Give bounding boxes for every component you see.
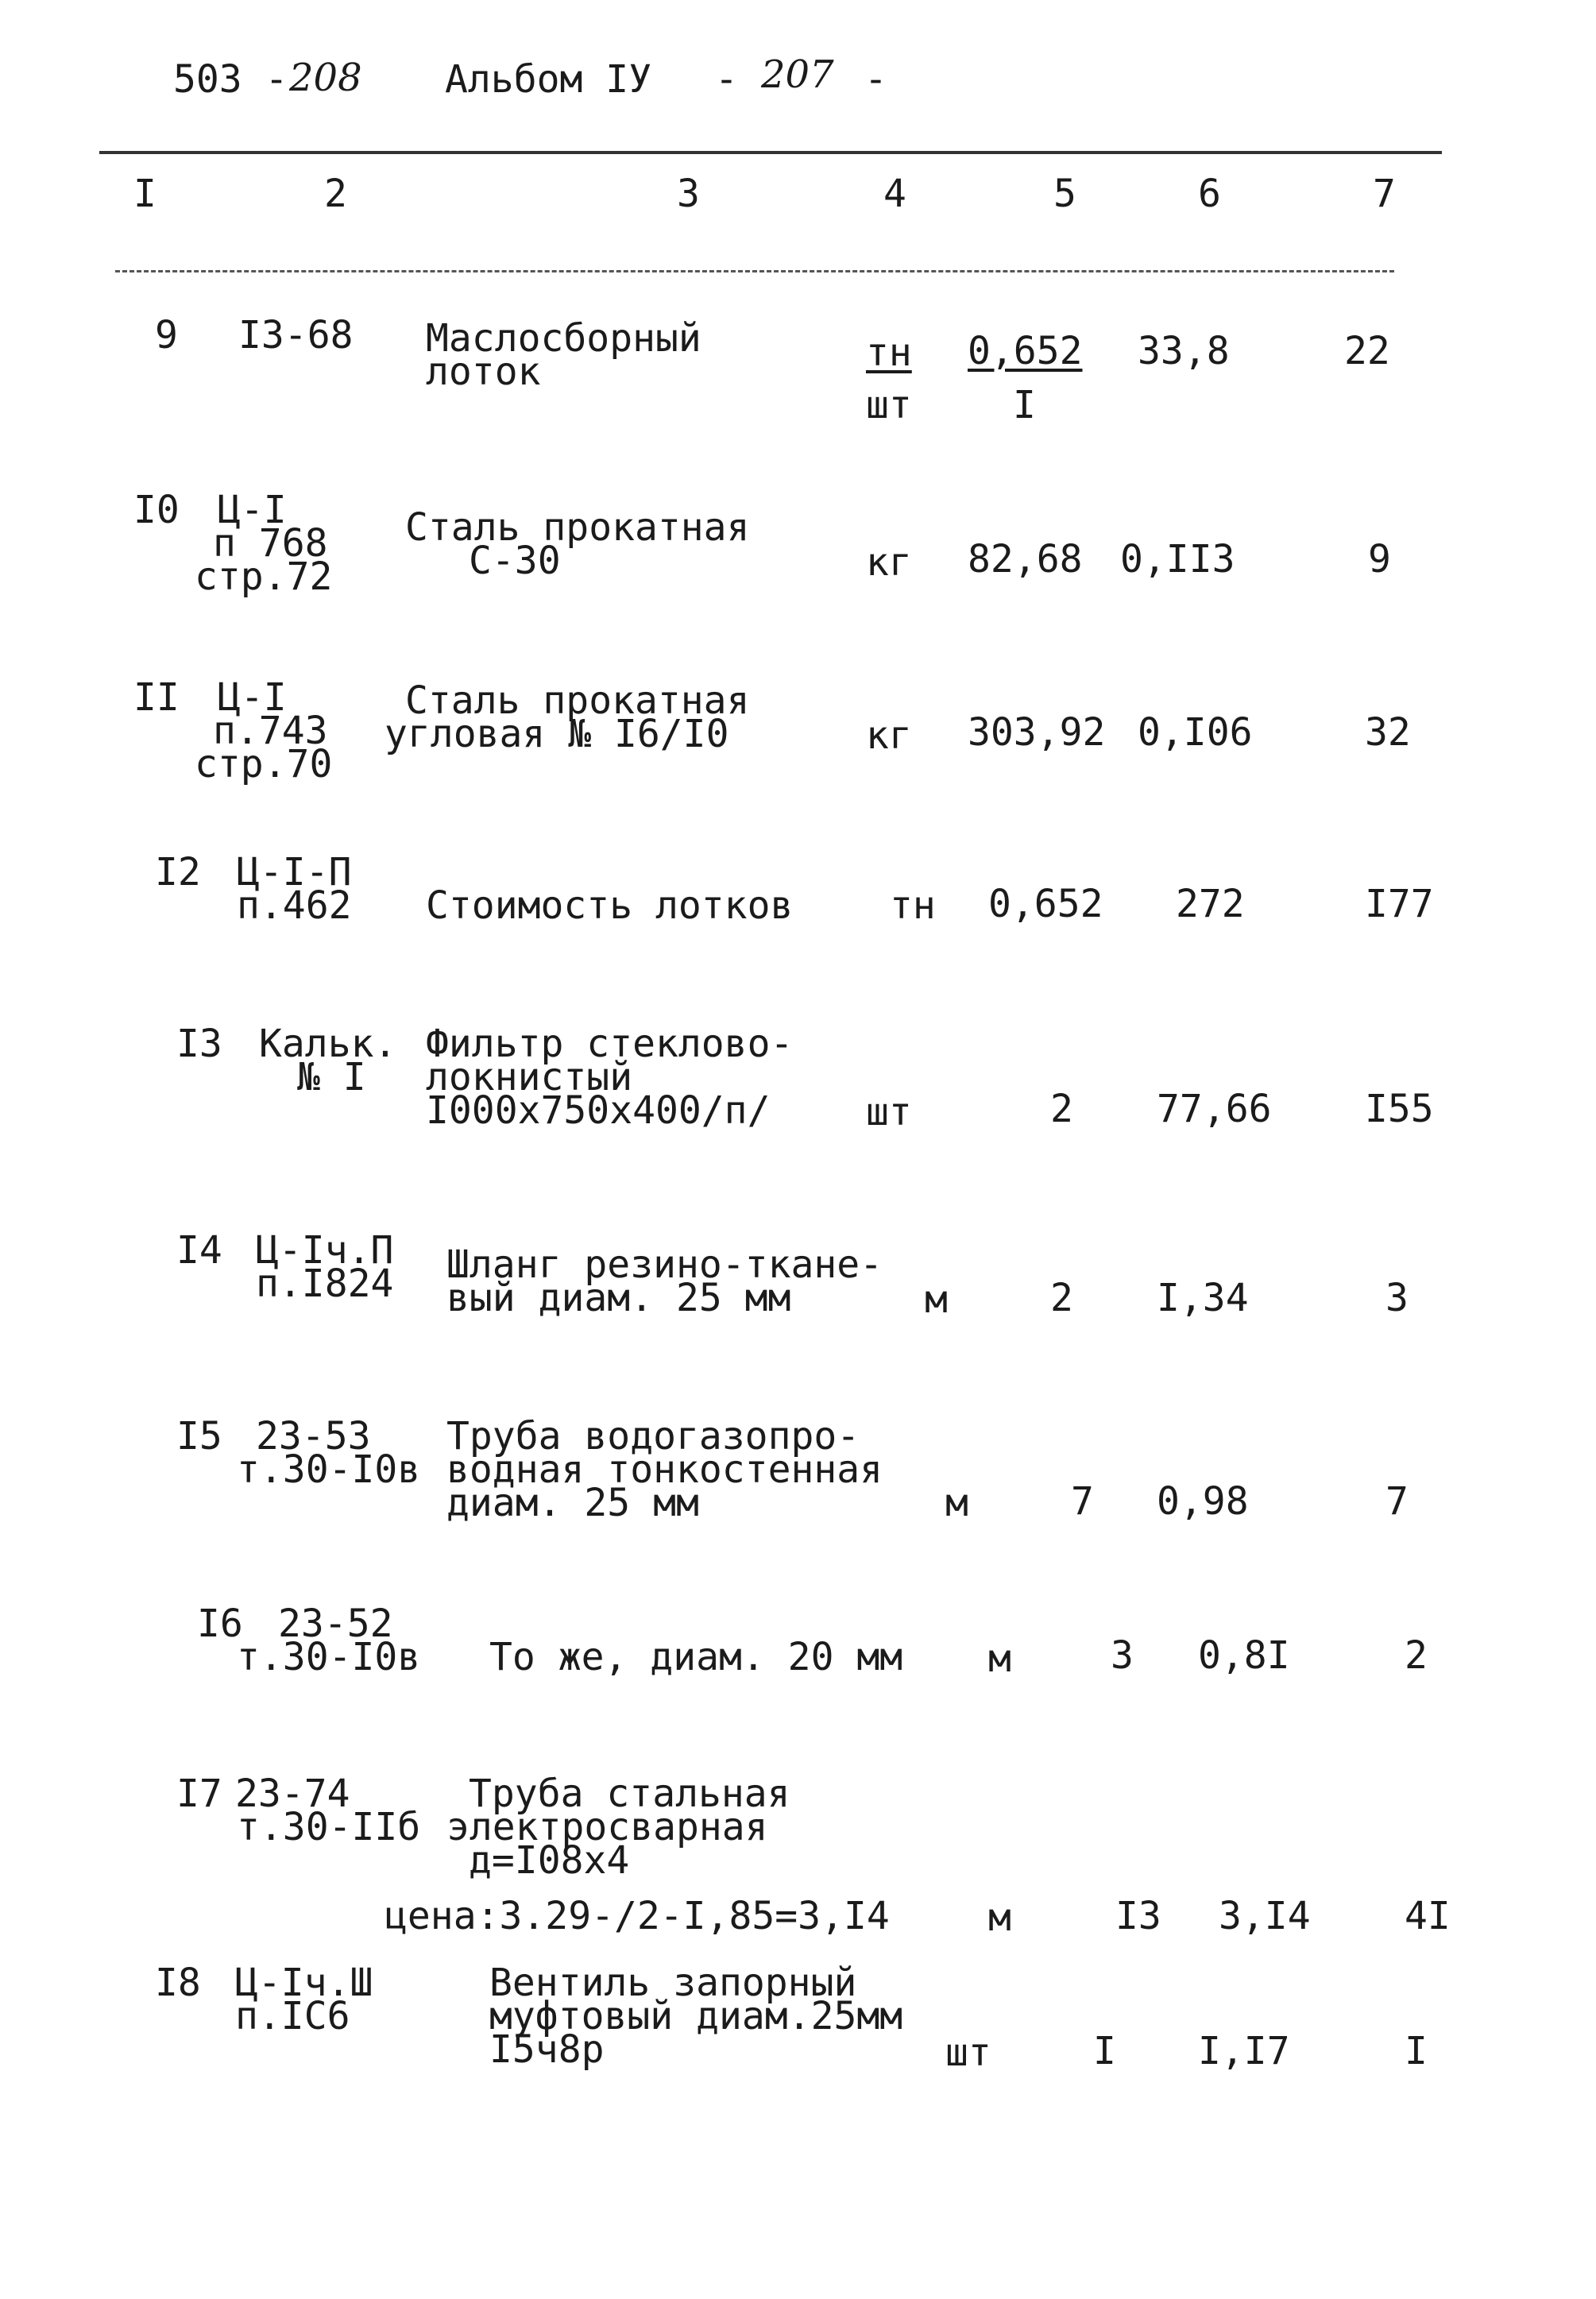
row-unit: тн [890,883,936,928]
row-number: I0 [133,488,180,532]
column-header-2: 2 [324,172,347,216]
row-code: 23-53 [256,1414,371,1459]
row-code: 23-52 [278,1602,393,1646]
row-number: I3 [176,1022,222,1066]
row-code: п.743 [213,709,328,753]
table-top-rule [99,151,1442,154]
row-price: 33,8 [1138,329,1230,373]
row-price: 0,8I [1198,1633,1290,1678]
row-unit: м [945,1481,968,1525]
row-unit: шт [945,2030,991,2075]
row-quantity: 303,92 [968,710,1106,755]
row-price-calculation-note: цена:3.29-/2-I,85=3,I4 [385,1894,890,1938]
row-unit: шт [866,1090,912,1134]
row-price: I,34 [1157,1276,1249,1320]
row-code: I3-68 [238,313,354,357]
row-code: 23-74 [235,1772,350,1816]
row-code: п.IС6 [235,1994,350,2038]
row-total: I77 [1365,882,1434,926]
row-total: 22 [1344,329,1390,373]
row-code: т.30-I0в [237,1635,421,1679]
row-total: 2 [1405,1633,1428,1678]
row-quantity: 2 [1050,1276,1073,1320]
row-code: Ц-Iч.Ш [235,1961,373,2005]
row-description: Сталь прокатная [405,678,750,723]
column-header-4: 4 [883,172,906,216]
row-unit: м [925,1277,948,1322]
row-price: 3,I4 [1219,1894,1311,1938]
row-description: Стоимость лотков [426,883,794,928]
row-total: I55 [1365,1087,1434,1131]
album-title: Альбом IУ [445,57,652,102]
row-quantity: 0,652 [988,882,1103,926]
row-code: т.30-I0в [237,1447,421,1492]
row-code: Ц-I [218,675,287,720]
column-header-6: 6 [1198,172,1221,216]
row-description: угловая № I6/I0 [385,712,729,756]
row-quantity: 0,652 [968,329,1083,373]
row-price: 0,II3 [1120,537,1235,582]
row-price: 272 [1176,882,1245,926]
row-description: вый диам. 25 мм [446,1276,791,1320]
row-description: Труба водогазопро- [446,1414,860,1459]
row-description: Шланг резино-ткане- [446,1242,883,1287]
row-quantity: 7 [1071,1479,1094,1524]
page-number-handwritten: 207 [761,52,834,97]
row-unit: м [988,1636,1011,1681]
row-number: I7 [176,1772,222,1816]
row-unit: м [988,1895,1011,1940]
row-number: 9 [155,313,178,357]
row-price: I,I7 [1198,2029,1290,2073]
row-description: Фильтр стеклово- [426,1022,794,1066]
row-description: Сталь прокатная [405,505,750,550]
column-header-5: 5 [1053,172,1076,216]
row-quantity: I [1013,383,1036,427]
row-code: п.I824 [256,1262,394,1306]
row-total: 9 [1368,537,1391,582]
row-code: стр.72 [195,554,333,599]
header-bottom-rule [115,270,1394,272]
row-unit: кг [866,540,912,585]
row-description: д=I08x4 [469,1838,630,1883]
row-code: Ц-I-П [237,850,352,894]
row-number: II [133,675,180,720]
row-description: То же, диам. 20 мм [489,1635,903,1679]
column-header-7: 7 [1373,172,1396,216]
row-quantity: 82,68 [968,537,1083,582]
row-code: п 768 [213,521,328,566]
row-unit: тн [866,330,912,375]
doc-number-prefix: 503 - [173,57,288,102]
column-header-1: I [133,172,157,216]
row-code: Кальк. [259,1022,397,1066]
row-price: 0,I06 [1138,710,1253,755]
row-quantity: I3 [1115,1894,1161,1938]
row-price: 77,66 [1157,1087,1272,1131]
row-description: диам. 25 мм [446,1481,699,1525]
row-price: 0,98 [1157,1479,1249,1524]
row-number: I2 [155,850,201,894]
row-code: т.30-IIб [237,1805,421,1849]
row-quantity: 3 [1111,1633,1134,1678]
page-number-dash-right: - [864,57,887,102]
column-header-3: 3 [677,172,700,216]
row-description: I5ч8р [489,2027,605,2072]
row-quantity: I [1093,2029,1116,2073]
row-number: I5 [176,1414,222,1459]
row-description: Вентиль запорный [489,1961,857,2005]
row-code: Ц-I [218,488,287,532]
row-number: I4 [176,1228,222,1273]
row-total: 7 [1385,1479,1409,1524]
row-description: водная тонкостенная [446,1447,883,1492]
row-quantity: 2 [1050,1087,1073,1131]
row-unit: кг [866,713,912,758]
row-total: 32 [1365,710,1411,755]
page-number-dash-left: - [715,57,738,102]
row-description: электросварная [446,1805,768,1849]
row-code: стр.70 [195,742,333,786]
row-code: № I [297,1055,366,1099]
row-description: I000x750x400/п/ [426,1088,771,1133]
row-description: Маслосборный [426,316,701,361]
row-unit: шт [866,383,912,427]
row-total: 3 [1385,1276,1409,1320]
row-number: I8 [155,1961,201,2005]
row-description: С-30 [469,539,561,583]
row-description: Труба стальная [469,1772,790,1816]
doc-number-handwritten: 208 [289,56,362,100]
row-description: лоток [426,350,541,394]
row-description: локнистый [426,1055,633,1099]
row-code: п.462 [237,883,352,928]
row-code: Ц-Iч.П [256,1228,394,1273]
row-description: муфтовый диам.25мм [489,1994,903,2038]
row-total: I [1405,2029,1428,2073]
row-number: I6 [197,1602,243,1646]
row-total: 4I [1405,1894,1451,1938]
